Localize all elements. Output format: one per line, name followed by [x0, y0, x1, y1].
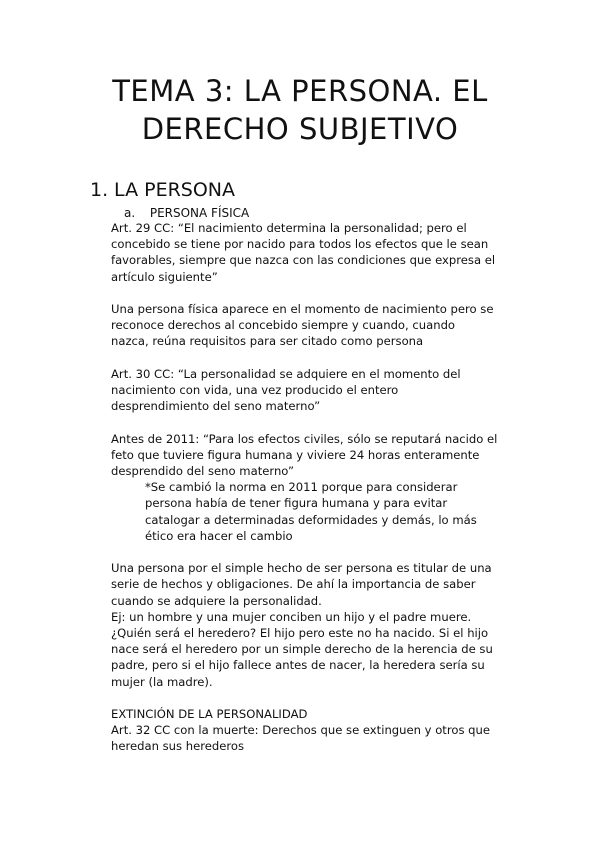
line: Ej: un hombre y una mujer conciben un hijo y el padre muere. — [111, 609, 472, 624]
heading-extincion — [111, 706, 531, 722]
line: Art. 32 CC con la muerte: Derechos que se extinguen y otros que — [111, 723, 491, 738]
paragraph-art-32 — [111, 722, 531, 754]
line: desprendido del seno materno” — [111, 464, 294, 478]
section-heading-1 — [90, 178, 235, 202]
subsection-letter: a. — [124, 206, 136, 220]
line: desprendimiento del seno materno” — [111, 399, 321, 414]
paragraph-persona-fisica — [111, 301, 531, 350]
line: nacimiento con vida, una vez producido el entero — [111, 383, 399, 397]
line: heredan sus herederos — [111, 739, 244, 754]
line: feto que tuviere figura humana y viviere 24 horas enteramente — [111, 447, 480, 462]
line: ¿Quién será el heredero? El hijo pero este no ha nacido. Si el hijo — [111, 626, 489, 641]
line: padre, pero si el hijo fallece antes de nacer, la heredera sería su — [111, 658, 485, 673]
document-title — [60, 72, 540, 148]
line: concebido se tiene por nacido para todos los efectos que le sean — [111, 237, 489, 252]
body-text — [111, 220, 531, 755]
line: Art. 29 CC: “El nacimiento determina la personalidad; pero el — [111, 221, 467, 235]
line: serie de hechos y obligaciones. De ahí la importancia de saber — [111, 577, 476, 592]
line: catalogar a determinadas deformidades y demás, lo más — [145, 512, 477, 527]
paragraph-ejemplo — [111, 609, 531, 690]
line: Art. 30 CC: “La personalidad se adquiere en el momento del — [111, 366, 461, 381]
line: Antes de 2011: “Para los efectos civiles, sólo se reputará nacido el — [111, 431, 498, 446]
paragraph-note-2011 — [111, 479, 531, 544]
line: reconoce derechos al concebido siempre y cuando, cuando — [111, 318, 456, 333]
line: mujer (la madre). — [111, 674, 213, 689]
line: cuando se adquiere la personalidad. — [111, 593, 322, 608]
line: nace será el heredero por un simple derecho de la herencia de su — [111, 642, 493, 657]
line: ético era hacer el cambio — [145, 528, 293, 543]
section-title: LA PERSONA — [114, 179, 235, 201]
paragraph-art-30 — [111, 366, 531, 415]
line: artículo siguiente” — [111, 269, 218, 284]
line: favorables, siempre que nazca con las condiciones que expresa el — [111, 253, 496, 268]
line: *Se cambió la norma en 2011 porque para considerar — [145, 480, 458, 495]
title-line-1: TEMA 3: LA PERSONA. EL — [112, 74, 488, 108]
line: Una persona física aparece en el momento de nacimiento pero se — [111, 302, 494, 316]
subsection-title: PERSONA FÍSICA — [149, 206, 250, 220]
paragraph-titular — [111, 560, 531, 609]
line: persona había de tener figura humana y para evitar — [145, 496, 448, 511]
paragraph-art-29 — [111, 220, 531, 285]
line: Una persona por el simple hecho de ser persona es titular de una — [111, 561, 492, 576]
line: nazca, reúna requisitos para ser citado como persona — [111, 334, 424, 349]
paragraph-antes-2011 — [111, 431, 531, 480]
title-line-2: DERECHO SUBJETIVO — [141, 112, 459, 146]
line: EXTINCIÓN DE LA PERSONALIDAD — [111, 707, 308, 722]
section-number: 1. — [90, 179, 109, 201]
subsection-heading-a — [124, 205, 249, 221]
